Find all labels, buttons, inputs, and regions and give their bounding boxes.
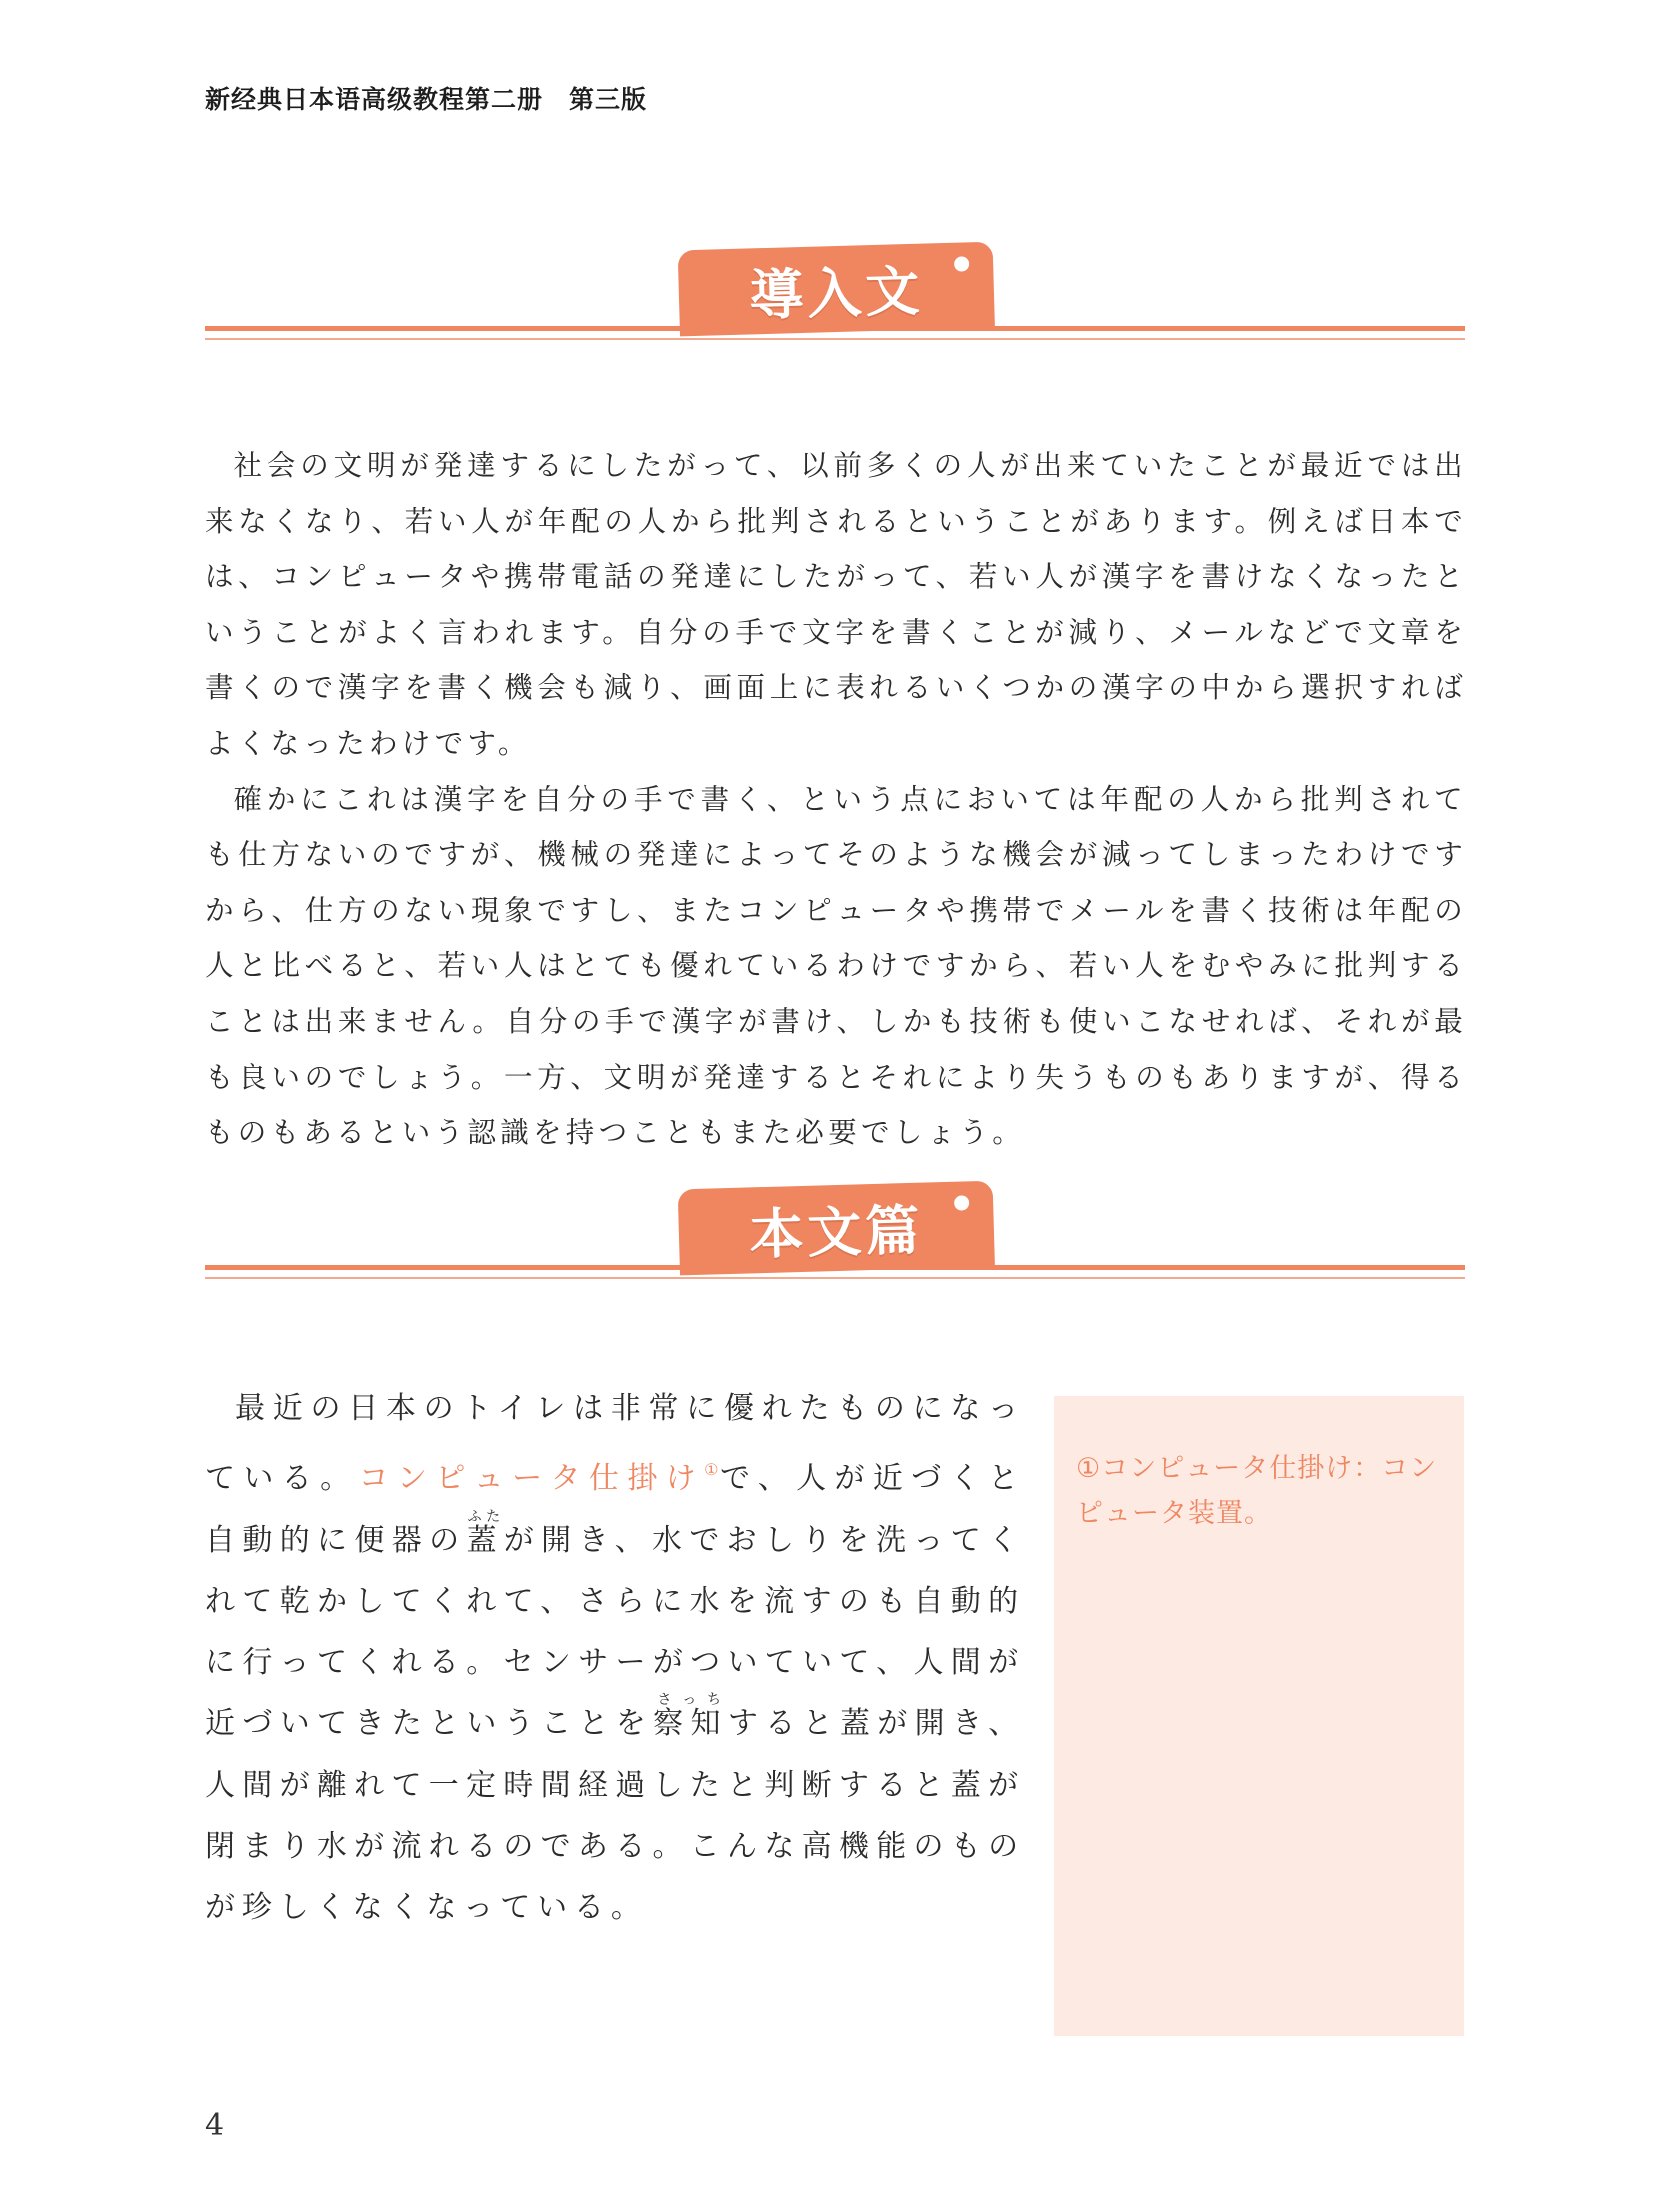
tab-dot-icon [954, 1195, 969, 1210]
header-rule-thin [205, 338, 1465, 340]
text-segment: すると蓋が開き、人間が離れて一定時間経過したと判断すると蓋が閉まり水が流れるのである。こんな高機能のものが珍しくなくなっている。 [205, 1706, 1025, 1926]
text-segment: が開き、水でおしりを洗ってくれて乾かしてくれて、さらに水を流すのも自動的に行ってくれる。センサーがついていて、人間が近づいてきたということを [205, 1522, 1025, 1742]
ruby-reading: さっち [653, 1692, 728, 1709]
page-number: 4 [205, 2108, 225, 2143]
paragraph: 社会の文明が発達するにしたがって、以前多くの人が出来ていたことが最近では出来なくなり、若い人が年配の人から批判されるということがあります。例えば日本では、コンピュータや携帯電話の発達にしたがって、若い人が漢字を書けなくなったということがよく言われます。自分の手で文字を書くことが減り、メールなどで文章を書くので漢字を書く機会も減り、画面上に表れるいくつかの漢字の中から選択すればよくなったわけです。 [205, 449, 1467, 760]
running-head: 新经典日本语高级教程第二册 第三版 [205, 85, 648, 114]
ruby-reading: ふた [466, 1508, 504, 1525]
ruby-base: 察知 [653, 1706, 728, 1742]
sidenote-text: ①コンピュータ仕掛け：コンピュータ装置。 [1076, 1453, 1438, 1529]
intro-text [205, 438, 1467, 1161]
ruby-word [466, 1508, 504, 1558]
main-text [205, 1378, 1025, 1939]
paragraph: 確かにこれは漢字を自分の手で書く、という点においては年配の人から批判されても仕方ないのですが、機械の発達によってそのような機会が減ってしまったわけですから、仕方のない現象ですし、またコンピュータや携帯でメールを書く技術は年配の人と比べると、若い人はとても優れているわけですから、若い人をむやみに批判することは出来ません。自分の手で漢字が書け、しかも技術も使いこなせれば、それが最も良いのでしょう。一方、文明が発達するとそれにより失うものもありますが、得るものもあるという認識を持つこともまた必要でしょう。 [205, 782, 1467, 1150]
header-rule-thin [205, 1277, 1465, 1279]
text-segment: 最近の日本のトイレは非常に優れたものになっている。 [205, 1391, 1025, 1497]
ruby-base: 蓋 [466, 1522, 504, 1558]
ruby-word [653, 1692, 728, 1742]
section-title: 本文篇 [748, 1198, 925, 1266]
intro-section-header [205, 226, 1465, 346]
section-tab [678, 242, 995, 337]
section-title: 導入文 [748, 259, 925, 327]
text-segment: で、人が近づくと自動的に便器の [205, 1461, 1025, 1558]
sidenote-box [1054, 1396, 1464, 2036]
section-tab [678, 1181, 995, 1276]
paragraph [205, 1378, 1025, 1939]
main-section-header [205, 1165, 1465, 1285]
glossed-term: コンピュータ仕掛け [358, 1461, 705, 1497]
tab-dot-icon [954, 256, 969, 271]
footnote-marker: ① [704, 1460, 720, 1480]
